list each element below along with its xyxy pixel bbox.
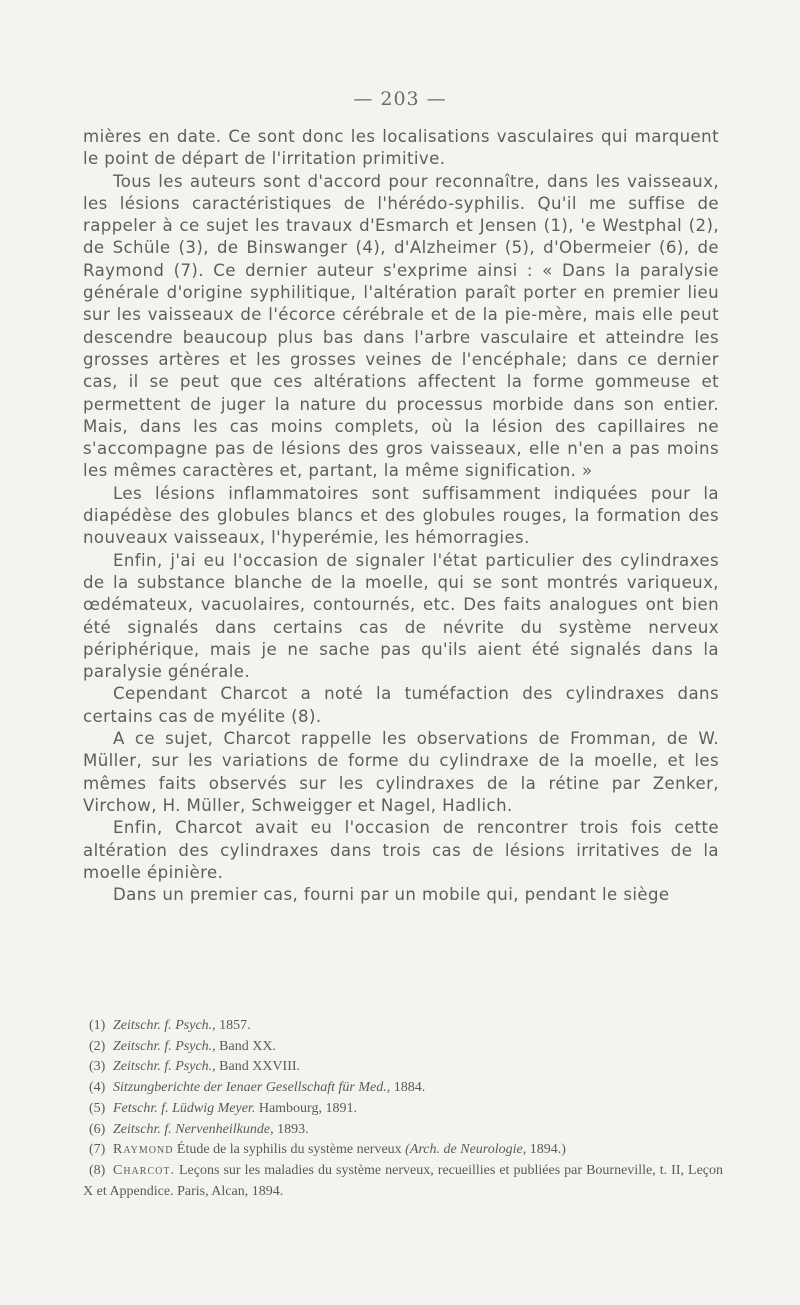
footnote-2: (2) Zeitschr. f. Psych., Band XX. <box>89 1038 276 1054</box>
paragraph: Tous les auteurs sont d'accord pour reconnaître, dans les vaisseaux, les lésions caractéristiques de l'hérédo-syphilis. Qu'il me suffise de rappeler à ce sujet les travaux d'Esmarch et Jensen (1), 'e Westphal (2), de Schüle (3), de Binswanger (4), d'Alzheimer (5), d'Obermeier (6), de Raymond (7). Ce dernier auteur s'exprime ainsi : « Dans la paralysie générale d'origine syphilitique, l'altération paraît porter en premier lieu sur les vaisseaux de l'écorce cérébrale et de la pie-mère, mais elle peut descendre beaucoup plus bas dans l'arbre vasculaire et atteindre les grosses artères et les grosses veines de l'encéphale; dans ce dernier cas, il se peut que ces altérations affectent la forme gommeuse et permettent de juger la nature du processus morbide dans son entier. Mais, dans les cas moins complets, où la lésion des capillaires ne s'accompagne pas de lésions des gros vaisseaux, elle n'en a pas moins les mêmes caractères et, partant, la même signification. » <box>83 171 719 481</box>
footnote-6: (6) Zeitschr. f. Nervenheilkunde, 1893. <box>89 1121 309 1137</box>
paragraph: Les lésions inflammatoires sont suffisamment indiquées pour la diapédèse des globules blancs et des globules rouges, la formation des nouveaux vaisseaux, l'hyperémie, les hémorragies. <box>83 483 719 548</box>
paragraph: Dans un premier cas, fourni par un mobile qui, pendant le siège <box>113 885 670 905</box>
paragraph: Enfin, Charcot avait eu l'occasion de rencontrer trois fois cette altération des cylindraxes dans trois cas de lésions irritatives de la moelle épinière. <box>83 818 719 882</box>
paragraph: Enfin, j'ai eu l'occasion de signaler l'état particulier des cylindraxes de la substance blanche de la moelle, qui se sont montrés variqueux, œdémateux, vacuolaires, contournés, etc. Des faits analogues ont bien été signalés dans certains cas de névrite du système nerveux périphérique, mais je ne sache pas qu'ils aient été signalés dans la paralysie générale. <box>83 550 719 682</box>
page-number: — 203 — <box>353 88 447 110</box>
paragraph: Cependant Charcot a noté la tuméfaction des cylindraxes dans certains cas de myélite (8). <box>83 684 719 726</box>
paragraph: A ce sujet, Charcot rappelle les observations de Fromman, de W. Müller, sur les variations de forme du cylindraxe de la moelle, et les mêmes faits observés sur les cylindraxes de la rétine par Zenker, Virchow, H. Müller, Schweigger et Nagel, Hadlich. <box>83 729 719 815</box>
footnote-8: (8) Charcot. Leçons sur les maladies du système nerveux, recueillies et publiées par Bourneville, t. II, Leçon X et Appendice. Paris, Alcan, 1894. <box>83 1162 723 1199</box>
body-text <box>83 126 719 906</box>
footnote-1: (1) Zeitschr. f. Psych., 1857. <box>89 1018 251 1033</box>
footnote-7: (7) Raymond Étude de la syphilis du système nerveux (Arch. de Neurologie, 1894.) <box>89 1142 566 1158</box>
footnote-5: (5) Fetschr. f. Lüdwig Meyer. Hambourg, 1891. <box>89 1100 357 1116</box>
paragraph: mières en date. Ce sont donc les localisations vasculaires qui marquent le point de départ de l'irritation primitive. <box>83 127 719 169</box>
footnote-4: (4) Sitzungberichte der Ienaer Gesellschaft für Med., 1884. <box>89 1080 426 1096</box>
footnote-3: (3) Zeitschr. f. Psych., Band XXVIII. <box>89 1059 301 1075</box>
footnotes <box>83 1016 723 1202</box>
